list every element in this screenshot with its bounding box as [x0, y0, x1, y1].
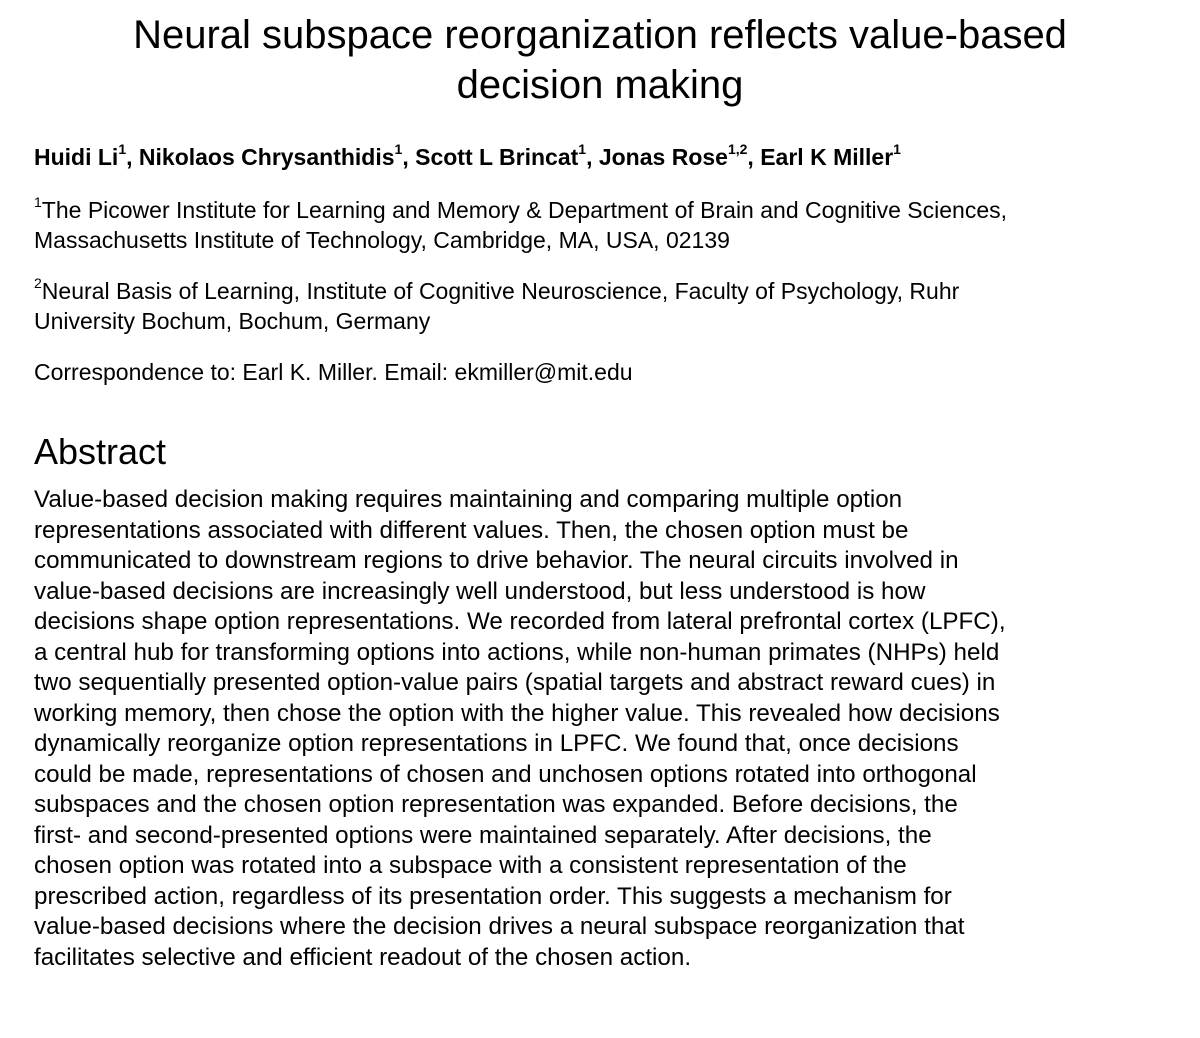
abstract-body [34, 485, 1184, 973]
author-name: Huidi Li [34, 144, 119, 170]
abstract-line: two sequentially presented option-value pairs (spatial targets and abstract reward cues) in [34, 669, 996, 696]
author-affiliation-mark: 1 [118, 141, 127, 158]
abstract-line: chosen option was rotated into a subspace with a consistent representation of the [34, 852, 907, 879]
paper-title [60, 10, 1140, 110]
abstract-line: first- and second-presented options were maintained separately. After decisions, the [34, 821, 932, 849]
author-affiliation-mark: 1 [893, 141, 901, 158]
affiliation-mark: 2 [34, 275, 42, 292]
abstract-line: a central hub for transforming options into actions, while non-human primates (NHPs) held [34, 638, 1000, 666]
abstract-line: dynamically reorganize option representations in LPFC. We found that, once decisions [34, 730, 959, 757]
abstract-line: Value-based decision making requires maintaining and comparing multiple option [34, 486, 903, 513]
affiliation-1 [34, 195, 1174, 255]
affiliation-text: Massachusetts Institute of Technology, Cambridge, MA, USA, 02139 [34, 227, 730, 253]
abstract-line: working memory, then chose the option with the higher value. This revealed how decisions [34, 699, 1000, 727]
author-name: Earl K Miller [760, 144, 894, 170]
title-line: Neural subspace reorganization reflects value-based [133, 13, 1067, 57]
abstract-line: prescribed action, regardless of its presentation order. This suggests a mechanism for [34, 882, 952, 910]
author-affiliation-mark: 1 [578, 141, 587, 158]
affiliation-text: Neural Basis of Learning, Institute of Cognitive Neuroscience, Faculty of Psychology, Ruhr [41, 278, 960, 304]
abstract-line: representations associated with different values. Then, the chosen option must be [34, 516, 909, 544]
author-list: Huidi Li$^1$, Nikolaos Chrysanthidis$^1$, Scott L Brincat$^1$, Jonas Rose$^{1,2}$, Earl K Miller$^1$ [34, 141, 901, 170]
abstract-line: communicated to downstream regions to drive behavior. The neural circuits involved in [34, 547, 959, 574]
affiliation-2 [34, 276, 1174, 336]
author-affiliation-mark: 1 [394, 141, 403, 158]
affiliation-text: The Picower Institute for Learning and Memory & Department of Brain and Cognitive Sciences, [41, 197, 1007, 223]
abstract-line: decisions shape option representations. We recorded from lateral prefrontal cortex (LPFC), [34, 608, 1006, 635]
abstract-line: subspaces and the chosen option representation was expanded. Before decisions, the [34, 791, 958, 818]
abstract-line: facilitates selective and efficient readout of the chosen action. [34, 943, 692, 971]
abstract-line: value-based decisions where the decision drives a neural subspace reorganization that [34, 913, 965, 940]
author-name: Scott L Brincat [415, 144, 579, 170]
abstract-heading: Abstract [34, 431, 167, 472]
abstract-line: value-based decisions are increasingly well understood, but less understood is how [34, 577, 926, 605]
correspondence-line: Correspondence to: Earl K. Miller. Email: ekmiller@mit.edu [34, 359, 633, 385]
affiliation-text: University Bochum, Bochum, Germany [34, 308, 431, 334]
abstract-line: could be made, representations of chosen and unchosen options rotated into orthogonal [34, 760, 977, 788]
author-name: Jonas Rose [598, 144, 728, 170]
author-affiliation-mark: 1,2 [727, 141, 748, 158]
title-line: decision making [456, 63, 744, 107]
author-name: Nikolaos Chrysanthidis [138, 144, 395, 170]
affiliation-mark: 1 [34, 194, 42, 211]
